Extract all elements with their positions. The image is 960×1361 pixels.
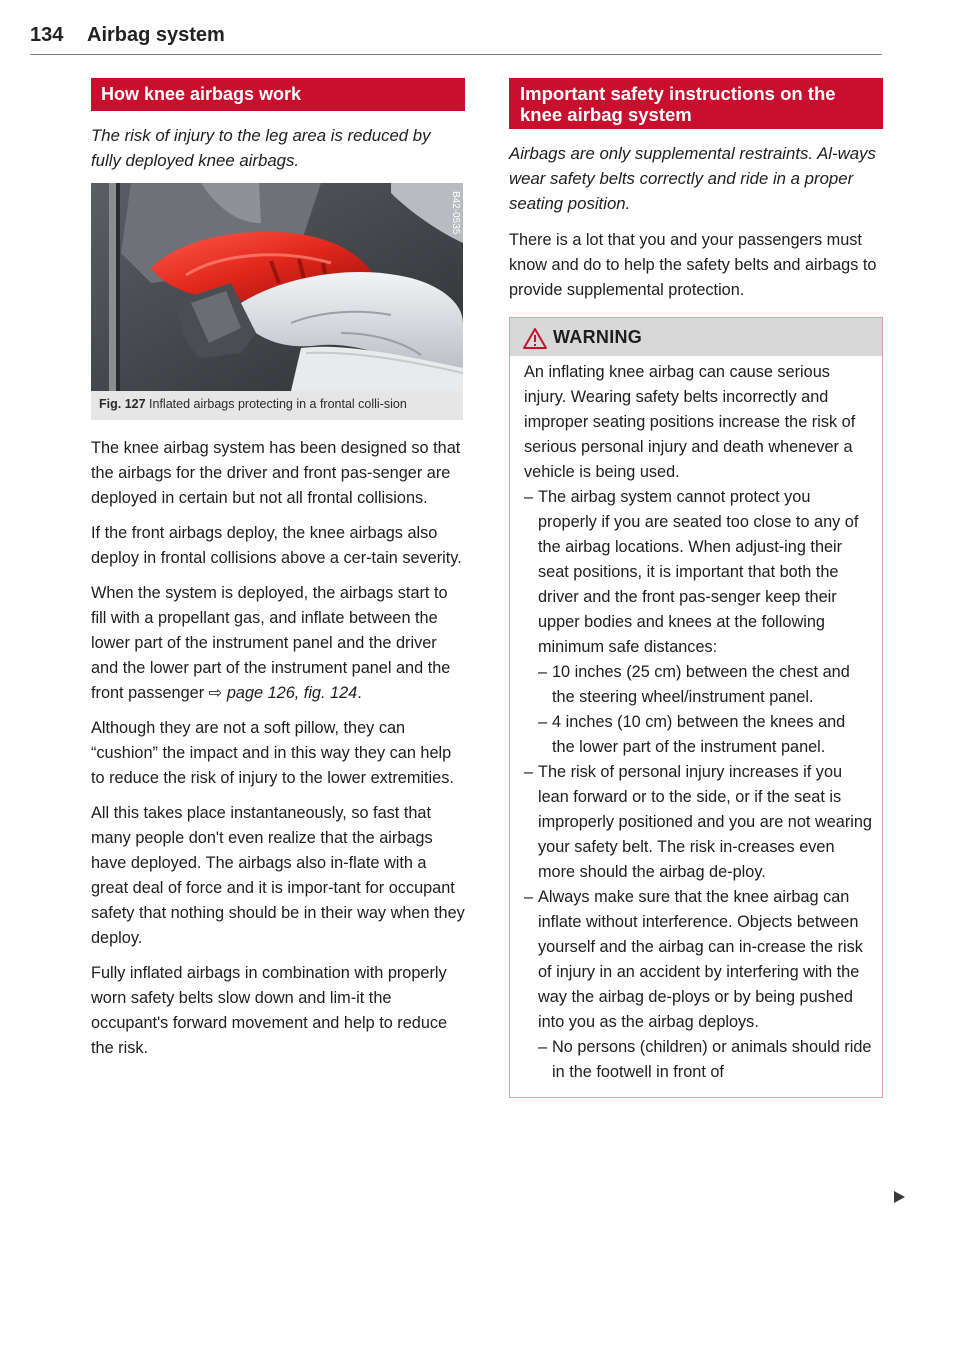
warning-triangle-icon <box>523 328 547 349</box>
warning-sub-item-text: No persons (children) or animals should ride in the footwell in front of <box>552 1038 872 1081</box>
paragraph-5: All this takes place instantaneously, so fast that many people don't even realize that the airbags have deployed. The airbags also in-flate with a great deal of force and it is impor-tant for occupant safety that nothing should be in their way when they deploy. <box>91 804 465 947</box>
warning-item-text: Always make sure that the knee airbag can inflate without interference. Objects between yourself and the airbag can in-crease the risk of injury in an accident by interfering with the way the airbag de-ploys or by being pushed into you as the airbag deploys. <box>538 888 863 1031</box>
paragraph-2: If the front airbags deploy, the knee airbags also deploy in frontal collisions above a cer-tain severity. <box>91 524 462 567</box>
list-dash: – <box>538 663 548 681</box>
heading-safety-instructions: Important safety instructions on the knee airbag system <box>509 78 883 129</box>
warning-item-text: The airbag system cannot protect you properly if you are seated too close to any of the airbag locations. When adjust-ing their seat positions, it is important that both the driver and the front pas-senger keep their upper bodies and knees at the following minimum safe distances: <box>538 488 859 656</box>
warning-intro: An inflating knee airbag can cause serious injury. Wearing safety belts incorrectly and improper seating positions increase the risk of serious personal injury and death whenever a vehicle is being used. <box>524 363 856 481</box>
list-dash: – <box>538 713 548 731</box>
figure-code: B42-0535 <box>450 191 461 235</box>
warning-header <box>510 318 882 356</box>
warning-body <box>510 356 882 1097</box>
lead-text-right: Airbags are only supplemental restraints. Al-ways wear safety belts correctly and ride in a proper seating position. <box>509 144 876 213</box>
figure-caption-text: Inflated airbags protecting in a frontal colli-sion <box>145 397 407 411</box>
page-number: 134 <box>30 24 64 46</box>
paragraph-4: Although they are not a soft pillow, they can “cushion” the impact and in this way they can help to reduce the risk of injury to the lower extremities. <box>91 719 454 787</box>
warning-item <box>524 760 872 885</box>
paragraph-3-end: . <box>357 684 362 702</box>
warning-item <box>524 885 872 1035</box>
lead-text-left: The risk of injury to the leg area is reduced by fully deployed knee airbags. <box>91 126 431 170</box>
warning-sub-item <box>524 710 872 760</box>
page-reference-link[interactable]: ⇨ page 126, fig. 124 <box>208 684 358 702</box>
warning-sub-item <box>524 660 872 710</box>
figure-127 <box>91 183 463 420</box>
right-column <box>509 78 883 1098</box>
warning-sub-item-text: 4 inches (10 cm) between the knees and the lower part of the instrument panel. <box>552 713 846 756</box>
warning-title: WARNING <box>553 327 643 347</box>
warning-item <box>524 485 872 660</box>
paragraph-3-text: When the system is deployed, the airbags start to fill with a propellant gas, and inflate between the lower part of the instrument panel and the driver and the lower part of the instrument panel and the front passenger <box>91 584 451 702</box>
paragraph-3 <box>91 581 465 706</box>
warning-sub-item <box>524 1035 872 1085</box>
list-dash: – <box>524 488 534 506</box>
figure-caption <box>91 391 463 420</box>
warning-sub-item-text: 10 inches (25 cm) between the chest and the steering wheel/instrument panel. <box>552 663 850 706</box>
paragraph-6: Fully inflated airbags in combination with properly worn safety belts slow down and lim-it the occupant's forward movement and help to reduce the risk. <box>91 964 448 1057</box>
list-dash: – <box>524 763 534 781</box>
warning-item-text: The risk of personal injury increases if you lean forward or to the side, or if the seat is improperly positioned and you are not wearing your safety belt. The risk in-creases even more should the airbag de-ploy. <box>538 763 872 881</box>
figure-label: Fig. 127 <box>99 397 146 411</box>
list-dash: – <box>524 888 534 906</box>
paragraph-right: There is a lot that you and your passengers must know and do to help the safety belts and airbags to provide supplemental protection. <box>509 231 877 299</box>
left-column <box>91 78 465 1061</box>
section-title: Airbag system <box>87 24 225 46</box>
paragraph-1: The knee airbag system has been designed so that the airbags for the driver and front pas-senger are deployed in certain but not all frontal collisions. <box>91 439 461 507</box>
knee-airbag-illustration <box>91 183 463 391</box>
heading-knee-airbags-work: How knee airbags work <box>91 78 465 111</box>
page-header <box>30 22 882 55</box>
list-dash: – <box>538 1038 548 1056</box>
continue-arrow-icon <box>893 1190 907 1204</box>
warning-box <box>509 317 883 1098</box>
